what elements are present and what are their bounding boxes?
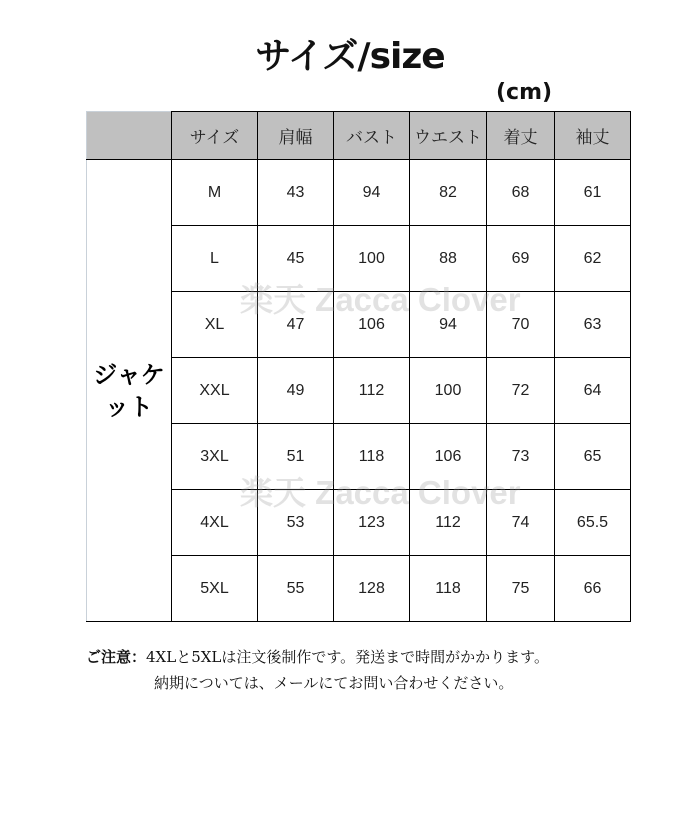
cell-length: 70	[487, 292, 555, 358]
header-cell-sleeve: 袖丈	[555, 112, 631, 160]
cell-shoulder: 51	[258, 424, 334, 490]
cell-sleeve: 66	[555, 556, 631, 622]
header-cell-length: 着丈	[487, 112, 555, 160]
cell-waist: 88	[410, 226, 487, 292]
cell-bust: 112	[334, 358, 410, 424]
header-cell-shoulder: 肩幅	[258, 112, 334, 160]
cell-size: 4XL	[172, 490, 258, 556]
cell-sleeve: 65	[555, 424, 631, 490]
watermark-text: 楽天 Zacca Clover	[240, 474, 521, 511]
cell-sleeve: 61	[555, 160, 631, 226]
cell-bust: 106	[334, 292, 410, 358]
cell-length: 68	[487, 160, 555, 226]
cell-size: M	[172, 160, 258, 226]
size-table	[86, 111, 631, 622]
cell-bust: 118	[334, 424, 410, 490]
cell-length: 74	[487, 490, 555, 556]
header-cell-waist: ウエスト	[410, 112, 487, 160]
page-title: サイズ/size	[255, 36, 445, 77]
cell-length: 73	[487, 424, 555, 490]
notice-block	[86, 644, 549, 696]
notice-line-1	[86, 644, 549, 670]
cell-shoulder: 45	[258, 226, 334, 292]
cell-sleeve: 64	[555, 358, 631, 424]
cell-length: 75	[487, 556, 555, 622]
cell-bust: 100	[334, 226, 410, 292]
cell-size: 5XL	[172, 556, 258, 622]
cell-sleeve: 63	[555, 292, 631, 358]
cell-size: XXL	[172, 358, 258, 424]
cell-waist: 118	[410, 556, 487, 622]
table-row	[87, 160, 631, 226]
cell-bust: 94	[334, 160, 410, 226]
cell-sleeve: 65.5	[555, 490, 631, 556]
cell-shoulder: 47	[258, 292, 334, 358]
notice-line-2: 納期については、メールにてお問い合わせください。	[154, 674, 514, 692]
cell-bust: 128	[334, 556, 410, 622]
watermark-text: 楽天 Zacca Clover	[240, 281, 521, 318]
cell-shoulder: 55	[258, 556, 334, 622]
category-label: ジャケット	[93, 360, 165, 421]
cell-size: L	[172, 226, 258, 292]
cell-waist: 82	[410, 160, 487, 226]
notice-text-1: 4XLと5XLは注文後制作です。発送まで時間がかかります。	[146, 648, 549, 666]
header-cell-bust: バスト	[334, 112, 410, 160]
unit-label: (cm)	[496, 80, 553, 105]
header-cell-empty	[87, 112, 172, 160]
cell-bust: 123	[334, 490, 410, 556]
cell-waist: 94	[410, 292, 487, 358]
cell-length: 69	[487, 226, 555, 292]
cell-shoulder: 43	[258, 160, 334, 226]
table-header-row	[87, 112, 631, 160]
notice-label: ご注意：	[86, 648, 147, 666]
cell-shoulder: 53	[258, 490, 334, 556]
cell-waist: 106	[410, 424, 487, 490]
cell-sleeve: 62	[555, 226, 631, 292]
cell-length: 72	[487, 358, 555, 424]
category-cell	[87, 160, 172, 622]
cell-waist: 112	[410, 490, 487, 556]
cell-shoulder: 49	[258, 358, 334, 424]
cell-size: 3XL	[172, 424, 258, 490]
header-cell-size: サイズ	[172, 112, 258, 160]
cell-waist: 100	[410, 358, 487, 424]
cell-size: XL	[172, 292, 258, 358]
